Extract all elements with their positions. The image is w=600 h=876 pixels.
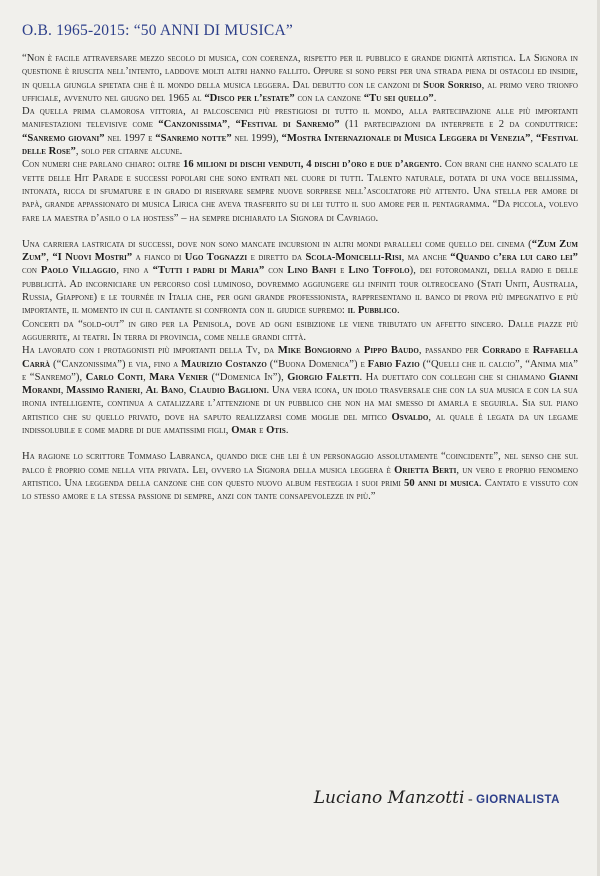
emphasis-text: “Sanremo giovani” [22,132,105,144]
emphasis-text: Pippo Baudo [363,345,419,357]
paragraph [22,238,578,318]
text-run: , [530,132,536,144]
text-run: con [264,265,288,277]
emphasis-text: “I Nuovi Mostri” [52,252,133,264]
paragraph [22,450,578,503]
text-run: (11 partecipazioni da interprete e 2 da conduttrice: [339,119,578,131]
emphasis-text: “Festival delle Rose” [22,132,578,158]
emphasis-text: Mara Venier [149,371,209,383]
text-run: . [433,92,437,104]
text-run: (“Domenica In”), [208,371,288,383]
emphasis-text: Lino Toffolo [348,265,410,277]
emphasis-text: “Quando c’era lui caro lei” [450,252,578,264]
emphasis-text: “Tutti i padri di Maria” [152,265,265,277]
signature-name: Luciano Manzotti [313,788,465,808]
text-run: . Ha duettato con colleghi che si chiamano [359,371,549,383]
text-run: Da quella prima clamorosa vittoria, ai palcoscenici più prestigiosi di tutto il mondo, alla partecipazione alle più importanti manifestazioni televisive come [22,106,578,131]
text-run: , [227,119,236,131]
text-run: , [183,385,190,397]
text-run: a fianco di [132,252,185,264]
emphasis-text: “Sanremo notte” [155,132,232,144]
text-run: nel 1997 e [104,132,156,144]
paragraph [22,52,578,105]
text-run: Ha lavorato con i protagonisti più importanti della Tv, da [22,345,278,357]
emphasis-text: Giorgio Faletti [287,371,360,383]
text-run: , [60,385,67,397]
emphasis-text: Otis [266,425,286,437]
emphasis-text: Maurizio Costanzo [181,358,267,370]
text-run: nel 1999), [231,132,282,144]
text-run: . Con brani che hanno scalato le vette delle Hit Parade e successi popolari che sono entrati nel cuore di tutti. Talento naturale, dotata di una voce bellissima, intonata, ricca di sfumature e in grado di riservare sempre nuove sorprese nell’ascoltatore più attento. Una stella per amore di papà, grande appassionato di musica Lirica che aveva trasferito su di lei tutto il suo amore per il pentagramma. “Da piccola, volevo fare la maestra d’asilo o la hostess” – ha sempre dichiarato la Signora di Cavriago. [22,159,578,224]
text-run: e [336,265,349,277]
text-run: . Una vera icona, un idolo trasversale che con la sua musica e con la sua ironia intelligente, continua a catalizzare l’attenzione di un pubblico che non ha mai smesso di amarla e seguirla. Sia sul piano artistico che su quello privato, dove ha saputo realizzarsi come moglie del mitico [22,385,578,423]
emphasis-text: “Disco per l’estate” [204,92,295,104]
text-run: , al primo vero trionfo ufficiale, avvenuto nel giugno del 1965 al [22,79,578,104]
signature-role: GIORNALISTA [476,794,560,806]
text-run: con [22,265,41,277]
emphasis-text: “Mostra Internazionale di Musica Leggera di Venezia” [281,132,531,144]
emphasis-text: “Festival di Sanremo” [235,119,340,131]
text-run: . Cantato e vissuto con lo stesso amore e la stessa passione di sempre, anzi con tante consapevolezze in più.” [22,477,578,503]
emphasis-text: “Zum Zum Zum” [22,238,578,264]
emphasis-text: Paolo Villaggio [40,265,117,277]
article-body [22,52,578,504]
text-run: . [285,425,289,437]
emphasis-text: Al Bano [145,385,184,397]
text-run: e diretto da [247,252,306,264]
emphasis-text: Suor Sorriso [423,79,482,91]
text-run: , un vero e proprio fenomeno artistico. Una leggenda della canzone che con questo nuovo album festeggia i suoi primi [22,464,578,489]
paragraph [22,158,578,224]
text-run: , [140,385,146,397]
text-run: Con numeri che parlano chiaro: oltre [22,159,184,171]
emphasis-text: Lino Banfi [287,265,337,277]
text-run: , [143,371,150,383]
emphasis-text: Massimo Ranieri [66,385,141,397]
emphasis-text: Ugo Tognazzi [184,252,248,264]
text-run: con la canzone [294,92,364,104]
text-run: , solo per citarne alcune. [75,146,183,158]
emphasis-text: il Pubblico [347,305,397,317]
emphasis-text: Osvaldo [391,411,429,423]
emphasis-text: Claudio Baglioni [189,385,267,397]
signature [314,788,560,808]
emphasis-text: Omar [231,425,257,437]
emphasis-text: 50 anni di musica [404,477,479,489]
text-run: , [46,252,53,264]
text-run: , passando per [418,345,483,357]
paragraph [22,344,578,437]
emphasis-text: Fabio Fazio [367,358,420,370]
paragraph-gap [22,225,578,238]
emphasis-text: Orietta Berti [394,464,457,476]
emphasis-text: Raffaella Carrà [22,345,578,370]
page-title: O.B. 1965-2015: “50 ANNI DI MUSICA” [22,22,293,39]
text-run: a [351,345,364,357]
text-run: , al quale è legata da un legame indissolubile e come madre di due amatissimi figli, [22,411,578,437]
emphasis-text: “Tu sei quello” [363,92,434,104]
text-run: (“Buona Domenica”) e [266,358,368,370]
text-run: , ma anche [401,252,451,264]
emphasis-text: Corrado [482,345,522,357]
emphasis-text: 16 milioni di dischi venduti, 4 dischi d’oro e due d’argento [183,159,440,171]
paragraph-gap [22,437,578,450]
text-run: e [521,345,533,357]
emphasis-text: Scola-Monicelli-Risi [305,252,402,264]
text-run: Ha ragione lo scrittore Tommaso Labranca, quando dice che lei è un personaggio assolutamente “coincidente”, nel senso che sul palco è proprio come nella vita privata. Lei, ovvero la Signora della musica leggera è [22,451,578,476]
text-run: ), dei fotoromanzi, della radio e delle pubblicità. Ad incorniciare un percorso così luminoso, dovremmo aggiungere gli infiniti tour oltreoceano (Stati Uniti, Australia, Russia, Giappone) e le tournée in Italia che, per ogni grande professionista, rappresentano il banco di prova più impegnativo e più importante, il momento in cui il cantante si confronta con il giudice supremo: [22,265,579,317]
signature-separator: - [464,792,477,807]
emphasis-text: “Canzonissima” [158,119,228,131]
emphasis-text: Carlo Conti [85,371,144,383]
text-run: “Non è facile attraversare mezzo secolo di musica, con coerenza, rispetto per il pubblico e grande dignità artistica. La Signora in questione è riuscita nell’intento, laddove molti altri hanno fallito. Oppure si sono persi per una strada piena di ostacoli ed insidie, in quella giungla spietata che è il mondo della musica leggera. Dal debutto con le canzoni di [22,53,578,91]
emphasis-text: Gianni Morandi [22,371,578,397]
text-run: Una carriera lastricata di successi, dove non sono mancate incursioni in altri mondi paralleli come quello del cinema ( [22,238,532,250]
paragraph [22,318,578,345]
text-run: (“Quelli che il calcio”, “Anima mia” e “Sanremo”), [22,358,578,383]
text-run: Concerti da “sold-out” in giro per la Penisola, dove ad ogni esibizione le viene tributato un affetto sincero. Dalle piazze più agguerrite, ai teatri. In terra di provincia, come nelle grandi città. [22,318,578,343]
text-run: . [396,305,400,317]
paragraph [22,105,578,158]
text-run: e [256,425,267,437]
text-run: (“Canzonissima”) e via, fino a [50,358,182,370]
emphasis-text: Mike Bongiorno [277,345,352,357]
text-run: , fino a [116,265,153,277]
